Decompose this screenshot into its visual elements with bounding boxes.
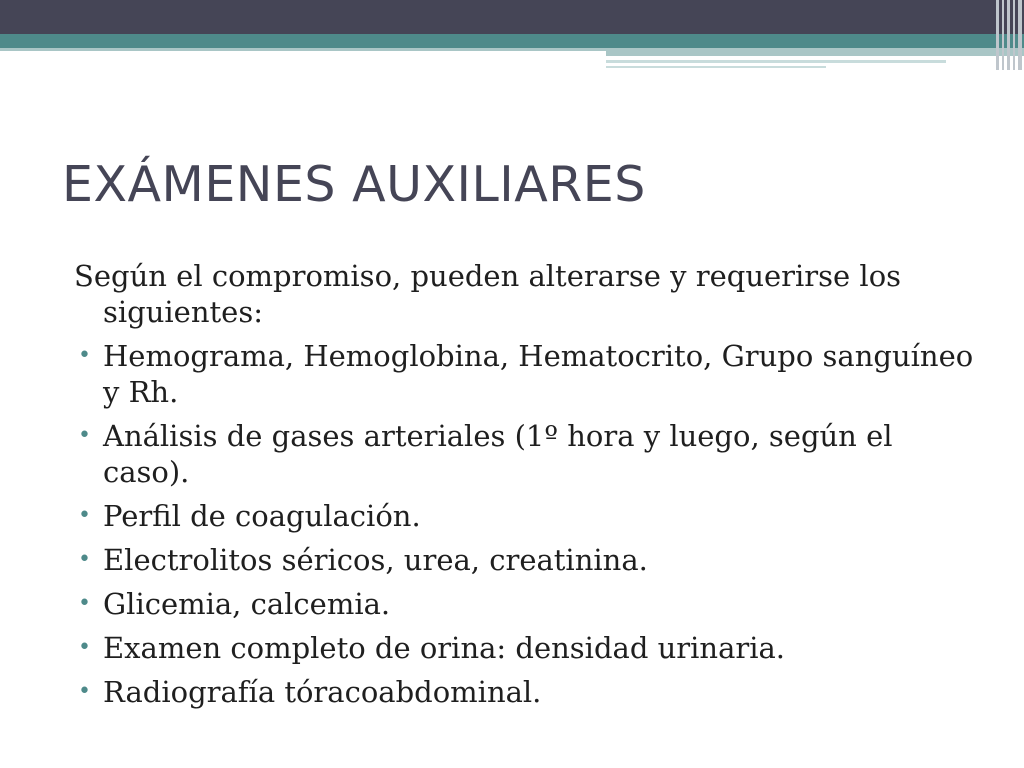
bullet-item: • Análisis de gases arteriales (1º hora y luego, según el caso).: [74, 418, 974, 490]
bullet-item: • Electrolitos séricos, urea, creatinina.: [74, 542, 974, 578]
bullet-item: • Glicemia, calcemia.: [74, 586, 974, 622]
header-light-line-left: [0, 48, 606, 51]
header-teal-band: [0, 34, 1024, 48]
header-accent-line-1: [606, 60, 946, 63]
bullet-item: • Hemograma, Hemoglobina, Hematocrito, Grupo sanguíneo y Rh.: [74, 338, 974, 410]
slide-body: [74, 258, 974, 718]
header-accent-line-2: [606, 66, 826, 68]
bullet-list: [74, 338, 974, 710]
bullet-item: • Radiografía tóracoabdominal.: [74, 674, 974, 710]
slide-title: EXÁMENES AUXILIARES: [62, 156, 646, 213]
intro-text: Según el compromiso, pueden alterarse y requerirse los siguientes:: [74, 259, 902, 329]
bullet-item: • Examen completo de orina: densidad urinaria.: [74, 630, 974, 666]
header-light-band-right: [606, 48, 1024, 56]
bullet-item: • Perfil de coagulación.: [74, 498, 974, 534]
header-edge-bars: [994, 0, 1024, 70]
header-dark-band: [0, 0, 1024, 34]
